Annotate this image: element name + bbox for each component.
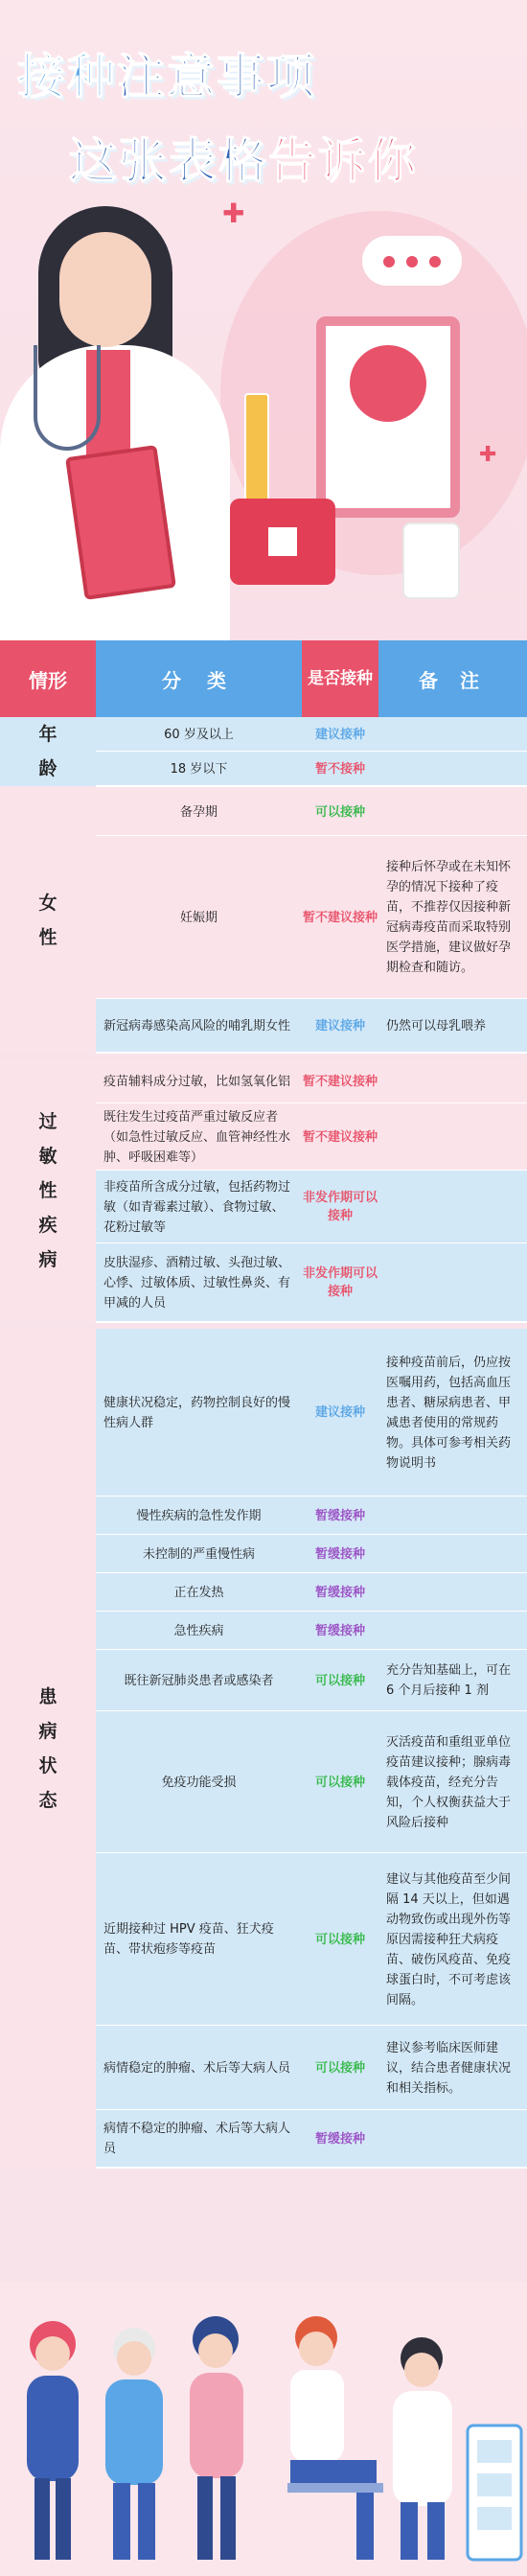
row-classification: 60 岁及以上 [96,717,302,752]
row-classification: 正在发热 [96,1573,302,1612]
row-recommendation: 暂缓接种 [302,2110,378,2168]
row-divider [96,1052,527,1054]
medical-kit-icon [230,499,335,585]
row-recommendation: 可以接种 [302,1711,378,1853]
row-classification: 急性疾病 [96,1612,302,1650]
clipboard-icon [65,445,176,600]
row-note: 建议与其他疫苗至少间隔 14 天以上，但如遇动物致伤或出现外伤等原因需接种狂犬病疫苗、破伤风疫苗、免疫球蛋白时，不可考虑该间隔。 [378,1853,527,2026]
row-classification: 新冠病毒感染高风险的哺乳期女性 [96,999,302,1053]
row-note: 接种疫苗前后，仍应按医嘱用药，包括高血压患者、糖尿病患者、甲减患者使用的常规药物。具体可参考相关药物说明书 [378,1329,527,1497]
header-classification: 分 类 [96,640,302,717]
row-note [378,1059,527,1103]
row-classification: 备孕期 [96,788,302,836]
row-classification: 妊娠期 [96,836,302,999]
header-category: 情形 [0,640,96,717]
stethoscope-icon [34,345,101,451]
row-recommendation: 可以接种 [302,1650,378,1711]
row-note: 接种后怀孕或在未知怀孕的情况下接种了疫苗，不推荐仅因接种新冠病毒疫苗而采取特别医学措施，建议做好孕期检查和随访。 [378,836,527,999]
row-note [378,1535,527,1573]
row-recommendation: 暂缓接种 [302,1573,378,1612]
row-note [378,717,527,752]
header-illustration [0,0,527,640]
group-label: 过 敏 性 疾 病 [0,1059,96,1322]
row-classification: 非疫苗所含成分过敏，包括药物过敏（如青霉素过敏）、食物过敏、花粉过敏等 [96,1171,302,1243]
row-classification: 近期接种过 HPV 疫苗、狂犬疫苗、带状疱疹等疫苗 [96,1853,302,2026]
row-recommendation: 非发作期可以接种 [302,1243,378,1322]
row-note [378,1573,527,1612]
row-classification: 既往发生过疫苗严重过敏反应者（如急性过敏反应、血管神经性水肿、呼吸困难等） [96,1103,302,1171]
title-line-2: 这张表格告诉你 [69,133,418,189]
row-note [378,788,527,836]
row-note [378,1612,527,1650]
row-classification: 慢性疾病的急性发作期 [96,1497,302,1535]
row-recommendation: 建议接种 [302,717,378,752]
virus-icon [350,345,426,422]
title-line-1: 接种注意事项 [17,49,316,104]
row-note [378,1243,527,1322]
row-recommendation: 建议接种 [302,999,378,1053]
cabinet-icon [468,2425,521,2560]
row-recommendation: 暂不建议接种 [302,836,378,999]
header-recommend: 是否接种 [302,640,378,717]
row-note: 仍然可以母乳喂养 [378,999,527,1053]
row-recommendation: 暂不建议接种 [302,1103,378,1171]
row-classification: 健康状况稳定，药物控制良好的慢性病人群 [96,1329,302,1497]
row-note [378,752,527,786]
row-recommendation: 暂不接种 [302,752,378,786]
row-classification: 18 岁以下 [96,752,302,786]
group-label: 女 性 [0,788,96,1053]
row-recommendation: 暂缓接种 [302,1535,378,1573]
row-note [378,1171,527,1243]
row-note: 建议参考临床医师建议，结合患者健康状况和相关指标。 [378,2026,527,2110]
header-note: 备 注 [378,640,527,717]
plus-icon: ✚ [479,443,497,467]
row-note: 充分告知基础上，可在 6 个月后接种 1 剂 [378,1650,527,1711]
plus-icon: ✚ [222,197,245,229]
row-divider [96,1321,527,1323]
row-note: 灭活疫苗和重组亚单位疫苗建议接种；腺病毒载体疫苗，经充分告知，个人权衡获益大于风险后接种 [378,1711,527,1853]
row-recommendation: 暂缓接种 [302,1497,378,1535]
row-classification: 未控制的严重慢性病 [96,1535,302,1573]
table-header [0,640,527,717]
row-recommendation: 可以接种 [302,2026,378,2110]
row-note [378,2110,527,2168]
row-classification: 病情不稳定的肿瘤、术后等大病人员 [96,2110,302,2168]
doctor-face [59,232,151,347]
row-recommendation: 暂缓接种 [302,1612,378,1650]
row-recommendation: 非发作期可以接种 [302,1171,378,1243]
row-classification: 疫苗辅料成分过敏，比如氢氧化铝 [96,1059,302,1103]
speech-bubble-icon [362,236,462,286]
group-label: 患 病 状 态 [0,1329,96,2168]
row-recommendation: 可以接种 [302,788,378,836]
row-recommendation: 暂不建议接种 [302,1059,378,1103]
row-divider [96,2167,527,2169]
row-classification: 病情稳定的肿瘤、术后等大病人员 [96,2026,302,2110]
row-classification: 既往新冠肺炎患者或感染者 [96,1650,302,1711]
row-recommendation: 建议接种 [302,1329,378,1497]
row-classification: 免疫功能受损 [96,1711,302,1853]
row-note [378,1103,527,1171]
pill-pack-icon [402,522,460,599]
group-label: 年 龄 [0,717,96,786]
row-classification: 皮肤湿疹、酒精过敏、头孢过敏、心悸、过敏体质、过敏性鼻炎、有甲减的人员 [96,1243,302,1322]
row-divider [96,785,527,787]
row-recommendation: 可以接种 [302,1853,378,2026]
row-note [378,1497,527,1535]
footer-illustration [0,2282,527,2576]
